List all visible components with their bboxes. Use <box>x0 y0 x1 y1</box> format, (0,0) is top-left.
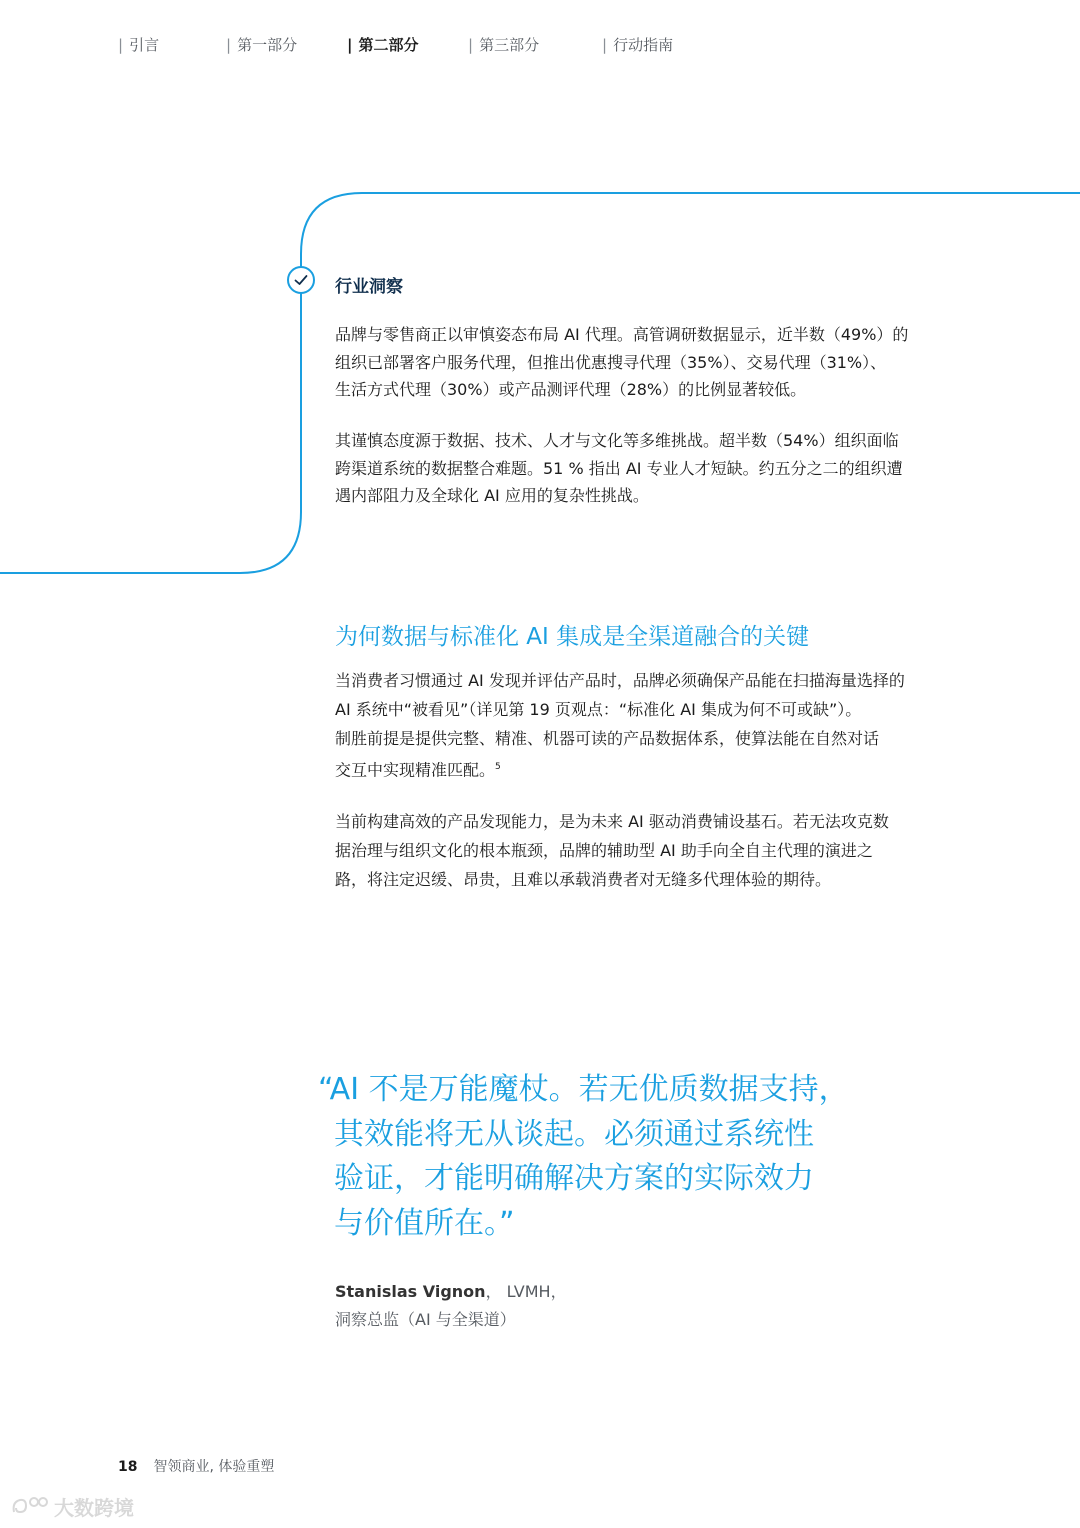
insight-frame-line <box>0 0 1080 600</box>
body-paragraph-1: 当消费者习惯通过 AI 发现并评估产品时，品牌必须确保产品能在扫描海量选择的 AI 系统中“被看见”（详见第 19 页观点：“标准化 AI 集成为何不可或缺”）。 制胜前提是提供完整、精准、机器可读的产品数据体系，使算法能在自然对话 交互中实现精准匹配。$^5$ <box>335 671 905 780</box>
author-org: ， LVMH， <box>485 1282 567 1301</box>
insight-title: 行业洞察 <box>335 277 403 297</box>
body-paragraph-2: 当前构建高效的产品发现能力，是为未来 AI 驱动消费铺设基石。若无法攻克数 据治理与组织文化的根本瓶颈，品牌的辅助型 AI 助手向全自主代理的演进之 路，将注定迟缓、昂贵，且难以承载消费者对无缝多代理体验的期待。 <box>335 812 889 889</box>
watermark-logo <box>10 1492 150 1522</box>
author-title: 洞察总监（AI 与全渠道） <box>335 1310 516 1329</box>
page-number: 18 <box>118 1459 138 1475</box>
insight-paragraph-1: 品牌与零售商正以审慎姿态布局 AI 代理。高管调研数据显示，近半数（49%）的 组织已部署客户服务代理，但推出优惠搜寻代理（35%）、交易代理（31%）、 生活方式代理（30%）或产品测评代理（28%）的比例显著较低。 <box>335 325 909 399</box>
nav-item-part-two[interactable]: | 第二部分 <box>347 36 419 54</box>
checkmark-icon <box>286 265 316 295</box>
insight-paragraph-2: 其谨慎态度源于数据、技术、人才与文化等多维挑战。超半数（54%）组织面临 跨渠道系统的数据整合难题。51 % 指出 AI 专业人才短缺。约五分之二的组织遭 遇内部阻力及全球化 AI 应用的复杂性挑战。 <box>335 431 903 505</box>
pull-quote: “AI 不是万能魔杖。若无优质数据支持， 其效能将无从谈起。必须通过系统性 验证，才能明确解决方案的实际效力 与价值所在。” <box>318 1072 849 1241</box>
svg-text:大数跨境: 大数跨境 <box>54 1496 134 1520</box>
nav-item-part-one[interactable]: | 第一部分 <box>226 36 298 54</box>
document-title: 智领商业, 体验重塑 <box>153 1459 275 1475</box>
nav-item-action-guide[interactable]: | 行动指南 <box>602 36 674 54</box>
nav-item-intro[interactable]: | 引言 <box>118 36 160 54</box>
author-name: Stanislas Vignon <box>335 1282 486 1301</box>
page-footer <box>118 1456 274 1476</box>
footnote-ref[interactable]: 5 <box>495 762 501 772</box>
quote-attribution <box>335 1278 567 1334</box>
nav-item-part-three[interactable]: | 第三部分 <box>468 36 540 54</box>
section-heading: 为何数据与标准化 AI 集成是全渠道融合的关键 <box>335 624 810 650</box>
